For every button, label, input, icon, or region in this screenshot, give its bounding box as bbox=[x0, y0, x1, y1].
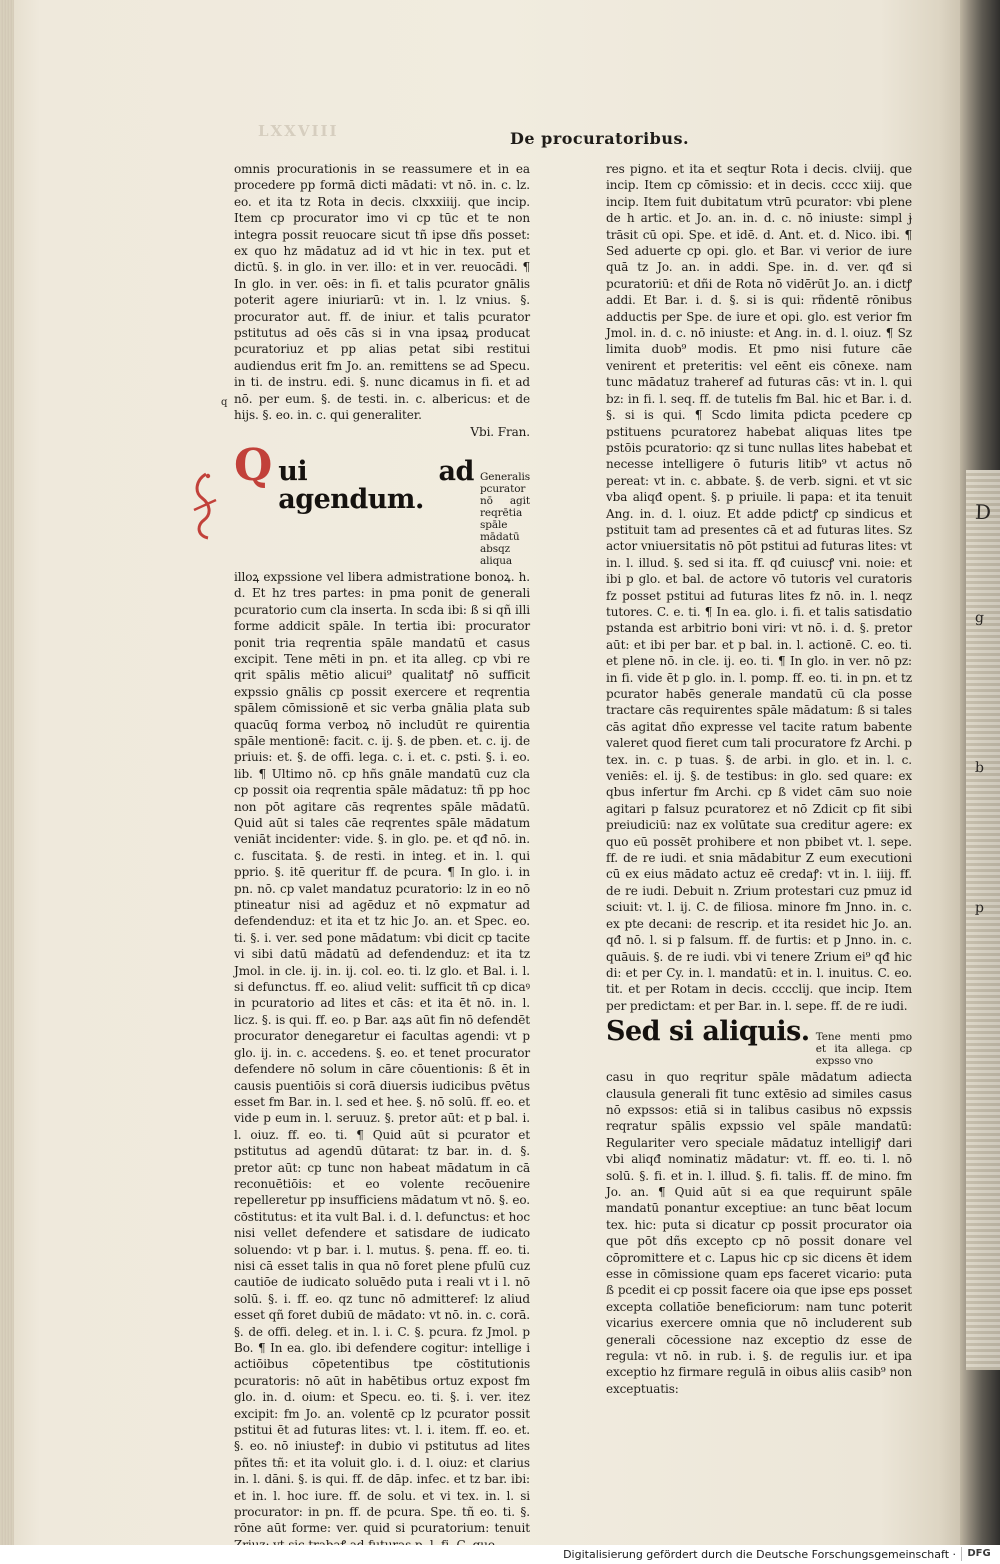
right-lemma-heading bbox=[606, 1018, 912, 1067]
edge-letter: D bbox=[974, 499, 992, 525]
dfg-logo-icon: DFG bbox=[961, 1547, 996, 1561]
left-paragraph-1: omnis procurationis in se reassumere et in ea procedere pp formā dicti mādati: vt nō. in. c. lz. eo. et ita tz Rota in decis. clxxxiiij. que incip. Item cp procurator imo vi cp tūc et te non integra possit reuocare sicut tñ ipse dñs posset: ex quo hz mādatuz ad id vt hic in tex. put et dictū. §. in glo. in ver. illo: et in ver. reuocādi. ¶ In glo. in ver. oēs: in fi. et talis pcurator gnālis poterit agere iniuriarū: vt in. l. lz vnius. §. procurator aut. ff. de iniur. et talis pcurator pstitutus ad oēs cās si in vna ipsaꝝ producat pcuratoriuz et pp alias petat sibi restitui audiendus erit fm Jo. an. remittens se ad Specu. in ti. de instru. edi. §. nunc dicamus in fi. et ad nō. per eum. §. de testi. in. c. albericus: et de hijs. §. eo. in. c. qui generaliter. bbox=[234, 162, 530, 423]
lemma-title: Sed si aliquis. bbox=[606, 1016, 810, 1048]
lemma-summary: Generalis pcurator nō agit reqrētia spāle mādatū absqz aliqua bbox=[479, 470, 530, 567]
facing-page-text-strip bbox=[966, 470, 1000, 1370]
right-column bbox=[606, 161, 912, 1397]
binding-gutter bbox=[0, 0, 14, 1545]
digitization-footer bbox=[0, 1545, 1000, 1564]
right-paragraph-1: res pigno. et ita et seqtur Rota i decis. clviij. que incip. Item cp cōmissio: et in decis. cccc xiij. que incip. Item fuit dubitatum vtrū pcurator: vbi plene de h artic. et Jo. an. in. d. c. nō iniuste: simpl ɉ trāsit cū opi. Spe. et idē. d. Ant. et. d. Nico. ibi. ¶ Sed aduerte cp opi. glo. et Bar. vi verior de iure quā tz Jo. an. in addi. Spe. in. d. ver. qđ si pcuratoriū: et dñi de Rota nō vidērūt Jo. an. i dictꝭ addi. Et Bar. i. d. §. si is qui: rñdentē rōnibus adductis per Spe. de iure et opi. glo. est verior fm Jmol. in. d. c. nō iniuste: et Ang. in. d. l. oiuz. ¶ Sz limita duob⁹ modis. Et pmo nisi future cāe venirent et preteritis: vel eēnt eis cōnexe. nam tunc mādatuz traheref ad futuras cās: vt in. l. qui bz: in fi. l. seq. ff. de tutelis fm Bal. hic et Bar. i. d. §. si is qui. ¶ Scdo limita pdicta pcedere cp pstituens pcuratorez habebat aliquas lites tpe pstōis pcuratorio: qz si tunc nullas lites habebat et necesse intelligere ō futuris litib⁹ vt actus nō pereat: vt in. c. abbate. §. de verb. signi. et vt sic vba aliqđ opent. §. p priuile. li papa: et ita tenuit Ang. in. d. l. oiuz. Et adde pdictꝭ cp sindicus et pstituit tam ad presentes cā et ad futuras lites. Sz actor vniuersitatis nō pōt pstitui ad futuras lites: vt in. l. illud. §. sed si ita. ff. qđ cuiuscꝭ vni. noie: et ibi p glo. et bal. de actore vō tutoris vel curatoris fz posset pstitui ad futuras lites fz nō. in. l. neqz tutores. C. e. ti. ¶ In ea. glo. i. fi. et talis satisdatio pstanda est arbitrio boni viri: vt nō. i. d. §. pretor aūt: et ibi per bar. et p bal. in. l. actionē. C. eo. ti. et plene nō. in cle. ij. eo. ti. ¶ In glo. in ver. nō pz: in fi. vide ēt p glo. in. l. pomp. ff. eo. ti. in pn. et tz pcurator habēs generale mandatū cū cla posse tractare cās requirentes spāle mādatum: ß si tales cās agitat dño expresse vel tacite ratum babente valeret quod fieret cum tali procuratore fz Archi. p tex. in. c. p tuas. §. de arbi. in glo. et in. l. c. veniēs: el. ij. §. de testibus: in glo. sed quare: ex qbus infertur fm Archi. cp ß videt cām suo noie agitari p falsuz pcuratorez et nō Zdicit cp fit sibi preiudiciū: naz ex volūtate sua creditur agere: ex quo eū possēt prohibere et non pbibet vt. l. sepe. ff. de re iudi. et snia mādabitur Z eum executioni cū ex eius mādato actuz eē credaꝭ: vt in. l. iiij. ff. de re iudi. Debuit n. Zrium protestari cuz pmuz id sciuit: vt. l. ij. C. de filiosa. minore fm Jnno. in. c. ex pte decani: de rescrip. et ita residet hic Jo. an. qđ nō. l. si p falsum. ff. de furtis: et p Jnno. in. c. quāuis. §. de re iudi. vbi vi tenere Zrium ei⁹ qđ hic di: et per Cy. in. l. mandatū: et in. l. inuitus. C. eo. tit. et per Rotam in decis. cccclij. que incip. Item per predictam: et per Bar. in. l. sepe. ff. de re iudi. bbox=[606, 162, 912, 1013]
left-lemma-heading bbox=[234, 439, 530, 567]
lemma-title: ui ad agendum. bbox=[278, 455, 474, 515]
lemma-summary: Tene menti pmo et ita allega. cp expsso vno bbox=[815, 1031, 912, 1068]
gloss-signature: Vbi. Fran. bbox=[470, 424, 530, 439]
edge-letter: b bbox=[974, 759, 985, 777]
left-paragraph-2: illoꝝ expssione vel libera admistratione bonoꝝ. h. d. Et hz tres partes: in pma ponit de generali pcuratorio cum cla inserta. In scda ibi: ß si qñ illi forme addicit spāle. In tertia ibi: procurator ponit tria reqrentia spāle mandatū et casus excipit. Tene mēti in pn. et ita alleg. cp vbi re qrit spālis mētio alicui⁹ qualitatꝭ nō sufficit expssio gnālis cp possit exercere et reqrentia spālem cōmissionē et sic verba gnālia plata sub quacūq forma verboꝝ nō includūt re quirentia spāle mentionē: facit. c. ij. §. de pben. et. c. ij. de priuis: et. §. de offi. lega. c. i. et. c. psti. §. i. eo. lib. ¶ Ultimo nō. cp hñs gnāle mandatū cuz cla cp possit oia reqrentia spāle mādatuz: tñ pp hoc non pōt agitare cās reqrentes spāle mādatū. Quid aūt si tales cāe reqrentes spāle mādatum veniāt incidenter: vide. §. in glo. pe. et qđ nō. in. c. fuscitata. §. de resti. in integ. et in. l. qui pprio. §. itē queritur ff. de pcura. ¶ In glo. i. in pn. nō. cp valet mandatuz pcuratorio: lz in eo nō ptineatur nisi ad agēduz et nō expmatur ad defendenduz: et ita et tz hic Jo. an. et Spec. eo. ti. §. i. ver. sed pone mādatum: vbi dicit cp tacite vi sibi datū mādatū ad defendenduz: et ita tz Jmol. in cle. ij. in. ij. col. eo. ti. lz glo. et Bal. i. l. si defunctus. ff. eo. aliud velit: sufficit tñ cp dicaꝰ in pcuratorio ad lites et cās: et ita ēt nō. in. l. licz. §. is qui. ff. eo. p Bar. aꝝs aūt fin nō defendēt procurator denegaretur ei facultas agendi: vt p glo. ij. in. c. accedens. §. eo. et tenet procurator defendere nō solum in cāre cōuentionis: ß ēt in causis puentiōis si corā diuersis iudicibus pvētus esset fm Bar. in. l. sed et hee. §. nō solū. ff. eo. et vide p eum in. l. seruuz. §. pretor aūt: et p bal. i. l. oiuz. ff. eo. ti. ¶ Quid aūt si pcurator et pstitutus ad agendū dūtarat: tz bar. in. d. §. pretor aūt: cp tunc non habeat mādatum in cā reconuētiōis: et eo volente recōuenire repelleretur pp insufficiens mādatum vt nō. §. eo. cōstitutus: et ita vult Bal. i. d. l. defunctus: et hoc nisi vellet defendere et satisdare de iudicato soluendo: vt p bar. i. l. mutus. §. pena. ff. eo. ti. nisi cā esset talis in qua nō foret plene pfulū cuz cautiōe de iudicato soluēdo puta i reali vt i l. nō solū. §. i. ff. eo. qz tunc nō admitteref: lz aliud esset qñ foret dubiū de mādato: vt nō. in. c. corā. §. de offi. deleg. et in. l. i. C. §. pcura. fz Jmol. p Bo. ¶ In ea. glo. ibi defendere cogitur: intellige i actiōibus cōpetentibus tpe cōstitutionis pcuratoris: nō aūt in habētibus ortuz expost fm glo. in. d. oium: et Specu. eo. ti. §. i. ver. itez excipit: fm Jo. an. volentē cp lz pcurator possit pstitui ēt ad futuras lites: vt. l. i. item. ff. eo. et. §. eo. nō iniusteꝭ: in dubio vi pstitutus ad lites pñtes tñ: et ita voluit glo. i. d. l. oiuz: et clarius in. l. dāni. §. is qui. ff. de dāp. infec. et tz bar. ibi: et in. l. hoc iure. ff. de solu. et vi tex. in. l. si procurator: in pn. ff. de pcura. Spe. tñ eo. ti. §. rōne aūt forme: ver. quid si pcuratorium: tenuit bbox=[234, 569, 530, 1536]
guide-letter: q bbox=[221, 397, 228, 408]
bleed-through-header: LXXVIII bbox=[258, 122, 339, 140]
edge-letter: p bbox=[974, 899, 985, 917]
running-head: De procuratoribus. bbox=[510, 129, 690, 148]
edge-letter: g bbox=[974, 609, 985, 627]
rubric-flourish-icon bbox=[188, 470, 220, 542]
right-paragraph-2: casu in quo reqritur spāle mādatum adiecta clausula generali fit tunc extēsio ad similes casus nō expssos: etiā si in talibus casibus nō expssis reqratur spālis expssio vel spāle mandatū: Regulariter vero speciale mādatuz intelligiꝭ dari vbi aliqđ nominatiz mādatur: vt. ff. eo. ti. l. nō solū. §. fi. et in. l. illud. §. fi. talis. ff. de mino. fm Jo. an. ¶ Quid aūt si ea que requirunt spāle mandatū ponantur exceptiue: an tunc bēat locum tex. hic: puta si dicatur cp possit procurator oia que pōt dñs excepto cp nō possit donare vel cōpromittere et c. Lapus hic cp sic dicens ēt idem esse in cōmissione quam eps faceret vicario: puta ß pcedit ei cp possit facere oia que ipse eps posset excepta collatiōe beneficiorum: nam tunc poterit vicarius exercere omnia que nō includerent sub generali cōcessione naz exceptio dz esse de regula: vt nō. in rub. i. §. de regulis iur. et ipa exceptio hz firmare regulā in oibus aliis casib⁹ non exceptuatis: bbox=[606, 1070, 912, 1396]
red-initial: Q bbox=[234, 439, 273, 491]
left-column bbox=[234, 161, 530, 1553]
footer-credit: Digitalisierung gefördert durch die Deutsche Forschungsgemeinschaft · bbox=[563, 1548, 956, 1561]
